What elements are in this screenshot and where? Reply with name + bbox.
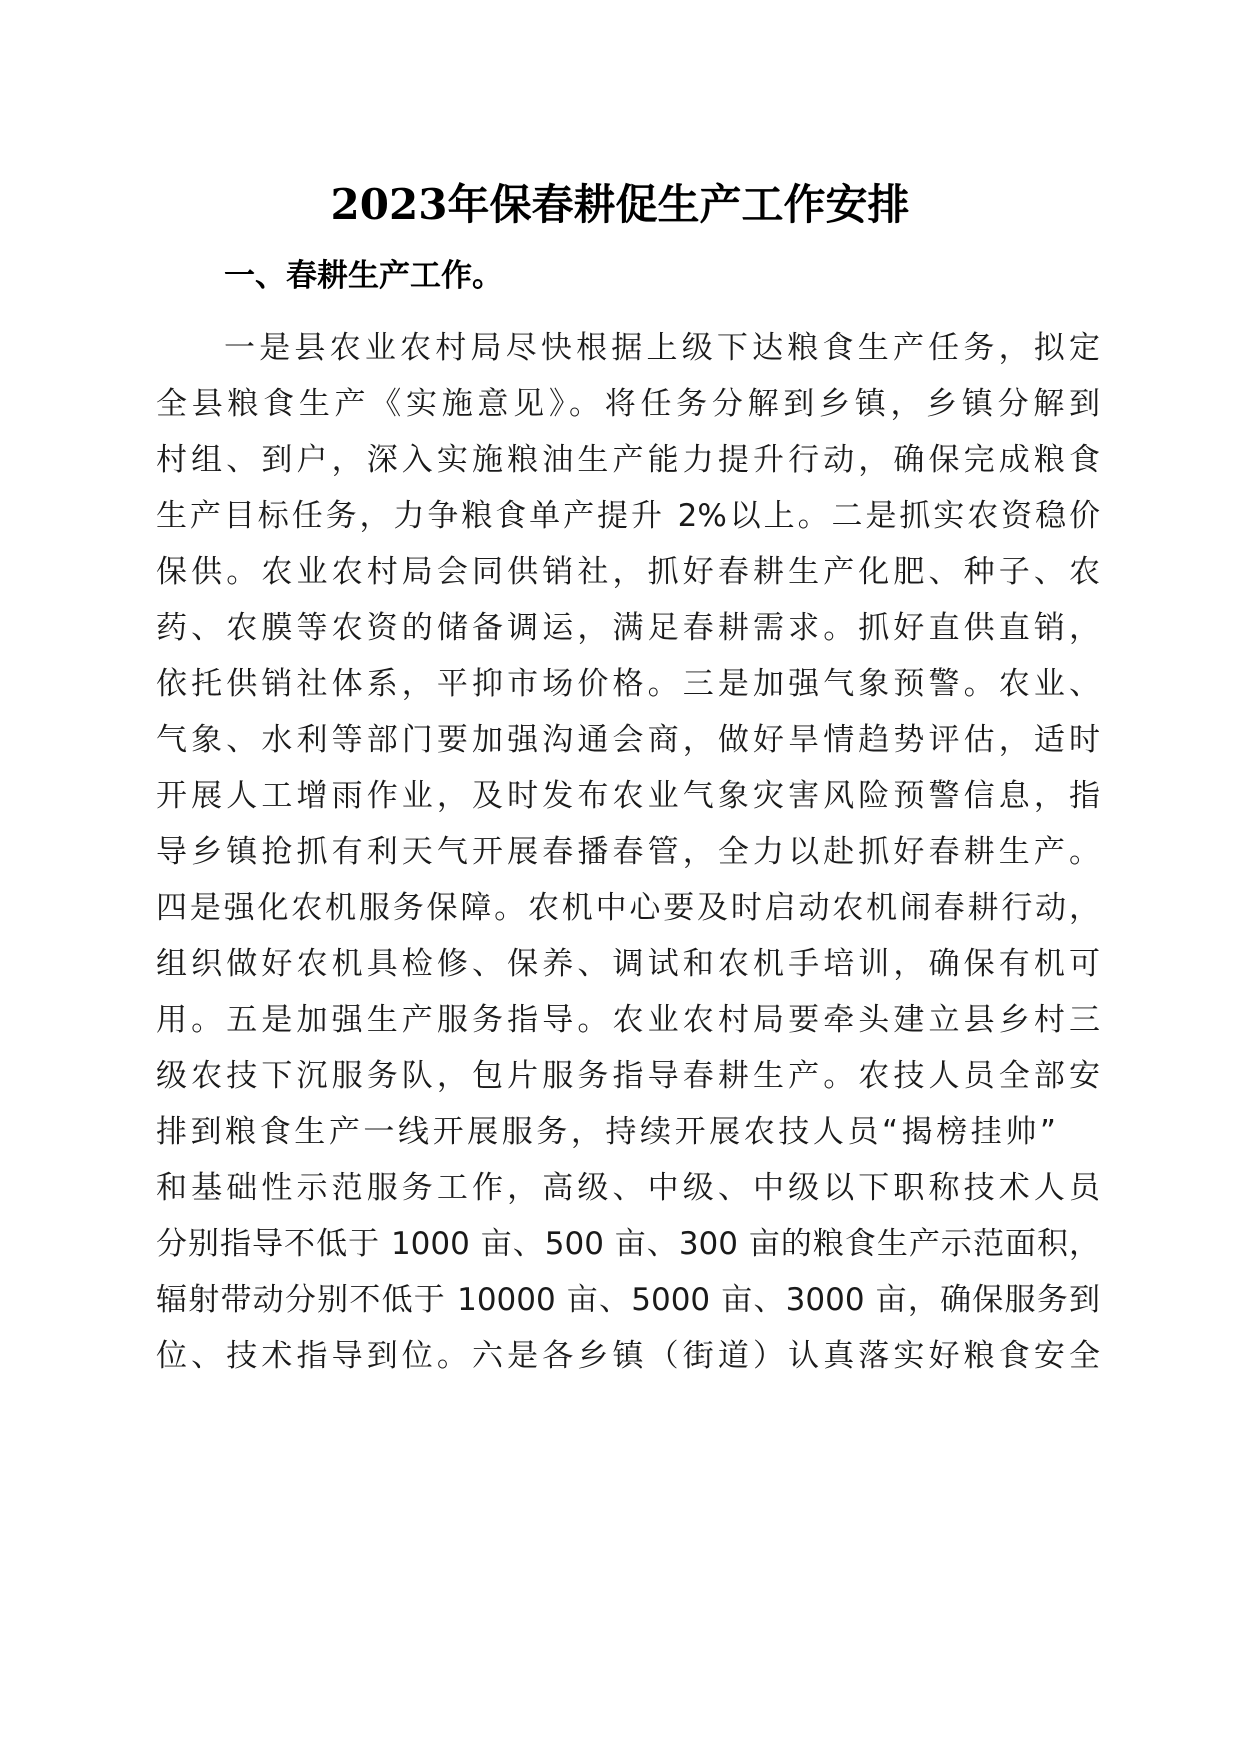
body-line: 保供。农业农村局会同供销社，抓好春耕生产化肥、种子、农 — [156, 554, 1100, 590]
body-line: 分别指导不低于 1000 亩、500 亩、300 亩的粮食生产示范面积， — [156, 1226, 1100, 1262]
body-line: 生产目标任务，力争粮食单产提升 2%以上。二是抓实农资稳价 — [156, 498, 1100, 534]
body-line: 全县粮食生产《实施意见》。将任务分解到乡镇，乡镇分解到 — [156, 386, 1100, 422]
body-line: 辐射带动分别不低于 10000 亩、5000 亩、3000 亩，确保服务到 — [156, 1282, 1100, 1318]
body-line: 导乡镇抢抓有利天气开展春播春管，全力以赴抓好春耕生产。 — [156, 834, 1100, 870]
body-line: 和基础性示范服务工作，高级、中级、中级以下职称技术人员 — [156, 1170, 1100, 1206]
body-line: 一是县农业农村局尽快根据上级下达粮食生产任务，拟定 — [224, 330, 1100, 366]
body-line: 气象、水利等部门要加强沟通会商，做好旱情趋势评估，适时 — [156, 722, 1100, 758]
body-line: 药、农膜等农资的储备调运，满足春耕需求。抓好直供直销， — [156, 610, 1100, 646]
body-line: 位、技术指导到位。六是各乡镇（街道）认真落实好粮食安全 — [156, 1338, 1100, 1374]
body-line: 排到粮食生产一线开展服务，持续开展农技人员“揭榜挂帅” — [156, 1114, 1056, 1150]
body-line: 开展人工增雨作业，及时发布农业气象灾害风险预警信息，指 — [156, 778, 1100, 814]
body-line: 用。五是加强生产服务指导。农业农村局要牵头建立县乡村三 — [156, 1002, 1100, 1038]
body-line: 级农技下沉服务队，包片服务指导春耕生产。农技人员全部安 — [156, 1058, 1100, 1094]
body-line: 依托供销社体系，平抑市场价格。三是加强气象预警。农业、 — [156, 666, 1100, 702]
document-title: 2023年保春耕促生产工作安排 — [330, 180, 910, 229]
body-line: 村组、到户，深入实施粮油生产能力提升行动，确保完成粮食 — [156, 442, 1100, 478]
body-line: 四是强化农机服务保障。农机中心要及时启动农机闹春耕行动， — [156, 890, 1100, 926]
body-line: 组织做好农机具检修、保养、调试和农机手培训，确保有机可 — [156, 946, 1100, 982]
section-heading: 一、春耕生产工作。 — [224, 258, 503, 294]
